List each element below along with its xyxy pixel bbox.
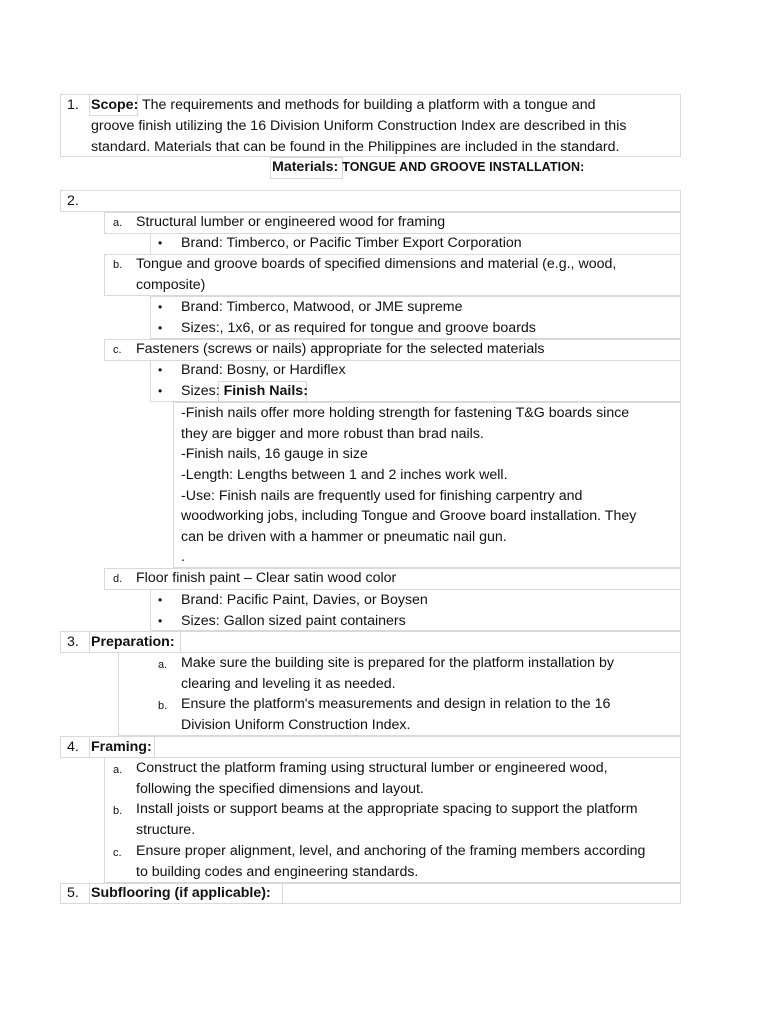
item-2c-sizes: Sizes: Finish Nails: xyxy=(181,383,308,399)
note-line-3: -Finish nails, 16 gauge in size xyxy=(181,446,368,462)
item-2c-brand: Brand: Bosny, or Hardiflex xyxy=(181,362,346,378)
item-4a-letter: a. xyxy=(113,764,123,776)
scope-line-3: standard. Materials that can be found in the Philippines are included in the standard. xyxy=(91,139,620,155)
note-line-8: . xyxy=(181,549,185,565)
item-3a-line-1: Make sure the building site is prepared for the platform installation by xyxy=(181,655,614,671)
note-line-4: -Length: Lengths between 1 and 2 inches work well. xyxy=(181,467,508,483)
scope-number: 1. xyxy=(67,97,79,113)
section-2-number: 2. xyxy=(67,193,79,209)
scope-label: Scope: xyxy=(91,97,139,113)
framing-label: Framing: xyxy=(91,739,152,755)
note-line-6: woodworking jobs, including Tongue and Groove board installation. They xyxy=(181,508,637,524)
item-4b-letter: b. xyxy=(113,805,123,817)
note-line-2: they are bigger and more robust than brad nails. xyxy=(181,426,484,442)
bullet-icon: • xyxy=(158,593,163,607)
item-2b-sizes: Sizes:, 1x6, or as required for tongue and groove boards xyxy=(181,320,536,336)
note-line-1: -Finish nails offer more holding strength for fastening T&G boards since xyxy=(181,405,630,421)
item-3a-line-2: clearing and leveling it as needed. xyxy=(181,676,396,692)
note-line-7: can be driven with a hammer or pneumatic nail gun. xyxy=(181,529,507,545)
item-3b-line-1: Ensure the platform's measurements and design in relation to the 16 xyxy=(181,696,611,712)
section-3-number: 3. xyxy=(67,634,79,650)
item-4c-letter: c. xyxy=(113,847,122,859)
item-4a-line-1: Construct the platform framing using structural lumber or engineered wood, xyxy=(136,760,608,776)
bullet-icon: • xyxy=(158,236,163,250)
item-2b-brand: Brand: Timberco, Matwood, or JME supreme xyxy=(181,299,463,315)
item-2a-text: Structural lumber or engineered wood for framing xyxy=(136,214,446,230)
item-2d-letter: d. xyxy=(113,573,123,585)
item-4b-line-1: Install joists or support beams at the appropriate spacing to support the platform xyxy=(136,801,638,817)
item-2c-letter: c. xyxy=(113,344,122,356)
item-2a-letter: a. xyxy=(113,217,123,229)
section-5-number: 5. xyxy=(67,885,79,901)
item-3b-line-2: Division Uniform Construction Index. xyxy=(181,717,411,733)
item-2d-sizes: Sizes: Gallon sized paint containers xyxy=(181,613,406,629)
preparation-label: Preparation: xyxy=(91,634,175,650)
section-4-number: 4. xyxy=(67,739,79,755)
item-4c-line-1: Ensure proper alignment, level, and anchoring of the framing members according xyxy=(136,843,646,859)
note-line-5: -Use: Finish nails are frequently used for finishing carpentry and xyxy=(181,488,583,504)
materials-label: Materials: xyxy=(272,159,339,175)
item-2a-brand: Brand: Timberco, or Pacific Timber Export Corporation xyxy=(181,235,522,251)
item-2b-line-1: Tongue and groove boards of specified dimensions and material (e.g., wood, xyxy=(136,256,617,272)
item-4b-line-2: structure. xyxy=(136,822,196,838)
bullet-icon: • xyxy=(158,363,163,377)
bullet-icon: • xyxy=(158,321,163,335)
finish-nails-label: Finish Nails: xyxy=(223,383,308,399)
materials-caps-title: TONGUE AND GROOVE INSTALLATION: xyxy=(342,160,585,174)
item-2d-brand: Brand: Pacific Paint, Davies, or Boysen xyxy=(181,592,428,608)
item-4c-line-2: to building codes and engineering standards. xyxy=(136,864,419,880)
item-4a-line-2: following the specified dimensions and layout. xyxy=(136,781,424,797)
section-2-row xyxy=(60,190,681,212)
subflooring-label: Subflooring (if applicable): xyxy=(91,885,271,901)
item-2d-text: Floor finish paint – Clear satin wood color xyxy=(136,570,397,586)
scope-line-1: Scope: The requirements and methods for building a platform with a tongue and xyxy=(91,97,596,113)
bullet-icon: • xyxy=(158,300,163,314)
bullet-icon: • xyxy=(158,384,163,398)
item-3a-letter: a. xyxy=(158,659,168,671)
bullet-icon: • xyxy=(158,614,163,628)
item-2c-text: Fasteners (screws or nails) appropriate for the selected materials xyxy=(136,341,545,357)
item-3b-letter: b. xyxy=(158,700,168,712)
scope-line-2: groove finish utilizing the 16 Division Uniform Construction Index are described in this xyxy=(91,118,627,134)
item-2b-letter: b. xyxy=(113,259,123,271)
item-2b-line-2: composite) xyxy=(136,277,206,293)
materials-heading xyxy=(272,157,584,178)
